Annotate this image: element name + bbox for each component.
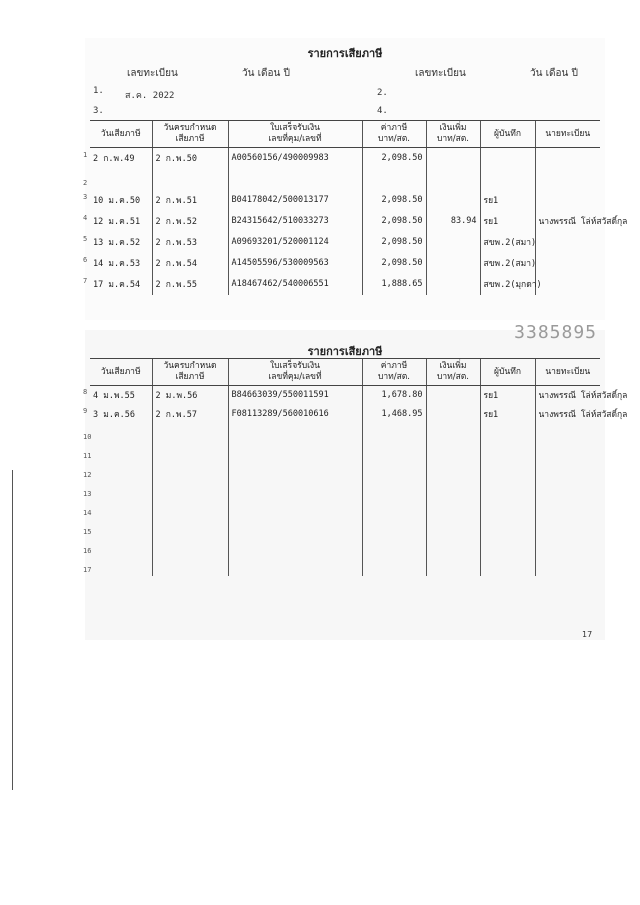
extra-cell (426, 386, 480, 405)
tax-cell: 1,678.80 (362, 386, 426, 405)
registrar-cell (535, 519, 600, 538)
extra-cell (426, 443, 480, 462)
registrar-cell (535, 538, 600, 557)
row-number: 14 (83, 509, 92, 517)
paid-date-cell (83, 462, 152, 481)
reg-left-plate-label: เลขทะเบียน (127, 68, 178, 79)
row-number: 13 (83, 490, 92, 498)
registrar-cell (535, 190, 600, 211)
receipt-cell: A00560156/490009983 (228, 148, 362, 169)
tax-cell: 1,468.95 (362, 405, 426, 424)
due-date-cell (152, 519, 228, 538)
col-header-tax: ค่าภาษี บาท/สต. (362, 359, 426, 386)
paid-date-cell (83, 481, 152, 500)
receipt-cell: F08113289/560010616 (228, 405, 362, 424)
row-number: 5 (83, 235, 88, 243)
due-date-cell: 2 ม.พ.56 (152, 386, 228, 405)
recorder-cell (480, 481, 535, 500)
reg-right-plate-label: เลขทะเบียน (415, 68, 466, 79)
receipt-cell: A18467462/540006551 (228, 274, 362, 295)
row-number: 11 (83, 452, 92, 460)
recorder-cell (480, 462, 535, 481)
row-number: 2 (83, 179, 88, 187)
table-row (90, 211, 600, 232)
extra-cell (426, 253, 480, 274)
section-1-title: รายการเสียภาษี (307, 47, 383, 60)
entry-1-number: 1. (93, 86, 104, 96)
entry-2-number: 2. (377, 88, 388, 98)
recorder-cell (480, 169, 535, 190)
paid-date-cell (83, 169, 152, 190)
tax-cell (362, 169, 426, 190)
col-header-recorder: ผู้บันทึก (480, 359, 535, 386)
row-number: 16 (83, 547, 92, 555)
extra-cell (426, 538, 480, 557)
registrar-cell: นางพรรณี โล่ห์สวัสดิ์กุล (535, 386, 600, 405)
row-number: 10 (83, 433, 92, 441)
col-header-recorder: ผู้บันทึก (480, 121, 535, 148)
col-header-paid-date: วันเสียภาษี (90, 359, 152, 386)
recorder-cell: รย1 (480, 405, 535, 424)
receipt-cell (228, 443, 362, 462)
receipt-cell: B84663039/550011591 (228, 386, 362, 405)
receipt-cell (228, 557, 362, 576)
extra-cell (426, 148, 480, 169)
registrar-cell (535, 232, 600, 253)
extra-cell (426, 405, 480, 424)
extra-cell (426, 481, 480, 500)
table-row (90, 462, 600, 481)
paid-date-cell (83, 443, 152, 462)
tax-section-1 (83, 38, 628, 320)
registrar-cell: นางพรรณี โล่ห์สวัสดิ์กุล (535, 405, 600, 424)
recorder-cell (480, 500, 535, 519)
col-header-extra: เงินเพิ่ม บาท/สต. (426, 359, 480, 386)
tax-cell (362, 557, 426, 576)
due-date-cell: 2 ก.พ.50 (152, 148, 228, 169)
tax-section-2 (83, 322, 628, 640)
due-date-cell: 2 ก.พ.52 (152, 211, 228, 232)
extra-cell (426, 462, 480, 481)
tax-cell (362, 443, 426, 462)
tax-table-1 (83, 120, 628, 295)
paid-date-cell: 6 14 ม.ค.53 (83, 256, 141, 269)
table-row (90, 253, 600, 274)
registrar-cell (535, 462, 600, 481)
receipt-cell (228, 519, 362, 538)
col-header-registrar: นายทะเบียน (535, 359, 600, 386)
recorder-cell (480, 424, 535, 443)
registrar-cell (535, 274, 600, 295)
table-row (90, 557, 600, 576)
tax-cell (362, 462, 426, 481)
page-number-bottom: 17 (582, 630, 593, 639)
extra-cell (426, 500, 480, 519)
receipt-cell (228, 481, 362, 500)
reg-right-date-label: วัน เดือน ปี (530, 68, 578, 79)
paid-date-cell: 7 17 ม.ค.54 (83, 277, 141, 290)
table-row (90, 424, 600, 443)
paid-date-cell (83, 500, 152, 519)
recorder-cell (480, 557, 535, 576)
paid-date-cell (83, 557, 152, 576)
recorder-cell: สขพ.2(สมา) (480, 232, 535, 253)
paid-date-cell: 5 13 ม.ค.52 (83, 235, 141, 248)
col-header-due-date: วันครบกำหนด เสียภาษี (152, 121, 228, 148)
col-header-tax: ค่าภาษี บาท/สต. (362, 121, 426, 148)
recorder-cell: รย1 (480, 190, 535, 211)
due-date-cell (152, 424, 228, 443)
receipt-cell (228, 424, 362, 443)
recorder-cell: สขพ.2(สมา) (480, 253, 535, 274)
receipt-cell: A09693201/520001124 (228, 232, 362, 253)
row-number: 7 (83, 277, 88, 285)
receipt-cell (228, 462, 362, 481)
extra-cell (426, 232, 480, 253)
tax-cell: 2,098.50 (362, 148, 426, 169)
col-header-receipt: ใบเสร็จรับเงิน เลขที่คุม/เลขที่ (228, 359, 362, 386)
row-number: 3 (83, 193, 88, 201)
receipt-cell: A14505596/530009563 (228, 253, 362, 274)
extra-cell (426, 519, 480, 538)
row-number: 12 (83, 471, 92, 479)
receipt-cell: B24315642/510033273 (228, 211, 362, 232)
registrar-cell (535, 253, 600, 274)
extra-cell (426, 557, 480, 576)
tax-cell: 2,098.50 (362, 211, 426, 232)
due-date-cell (152, 481, 228, 500)
due-date-cell: 2 ก.พ.57 (152, 405, 228, 424)
extra-cell: 83.94 (426, 211, 480, 232)
table-header-row (90, 359, 600, 386)
table-row (90, 274, 600, 295)
col-header-receipt: ใบเสร็จรับเงิน เลขที่คุม/เลขที่ (228, 121, 362, 148)
col-header-due-date: วันครบกำหนด เสียภาษี (152, 359, 228, 386)
col-header-extra: เงินเพิ่ม บาท/สต. (426, 121, 480, 148)
due-date-cell (152, 443, 228, 462)
recorder-cell: รย1 (480, 386, 535, 405)
tax-cell (362, 538, 426, 557)
recorder-cell (480, 443, 535, 462)
recorder-cell: สขพ.2(มุกดา) (480, 274, 535, 295)
recorder-cell: รย1 (480, 211, 535, 232)
table-row (90, 169, 600, 190)
table-row (90, 519, 600, 538)
receipt-cell (228, 500, 362, 519)
receipt-cell (228, 538, 362, 557)
due-date-cell (152, 500, 228, 519)
receipt-cell: B04178042/500013177 (228, 190, 362, 211)
row-number: 6 (83, 256, 88, 264)
due-date-cell: 2 ก.พ.54 (152, 253, 228, 274)
due-date-cell (152, 557, 228, 576)
recorder-cell (480, 538, 535, 557)
margin-ruler (12, 470, 13, 790)
paid-date-cell: 4 12 ม.ค.51 (83, 214, 141, 227)
entry-3-number: 3. (93, 106, 104, 116)
paid-date-cell (83, 538, 152, 557)
registrar-cell (535, 169, 600, 190)
paid-date-cell: 1 2 ก.พ.49 (83, 151, 135, 165)
paid-date-cell (83, 424, 152, 443)
table-row (90, 386, 600, 405)
registrar-cell (535, 557, 600, 576)
due-date-cell (152, 462, 228, 481)
table-row (90, 538, 600, 557)
extra-cell (426, 424, 480, 443)
due-date-cell: 2 ก.พ.51 (152, 190, 228, 211)
tax-cell (362, 481, 426, 500)
col-header-registrar: นายทะเบียน (535, 121, 600, 148)
due-date-cell: 2 ก.พ.53 (152, 232, 228, 253)
row-number: 9 (83, 407, 88, 415)
table-row (90, 481, 600, 500)
registrar-cell (535, 424, 600, 443)
registrar-cell (535, 443, 600, 462)
registrar-cell (535, 481, 600, 500)
registrar-cell (535, 148, 600, 169)
tax-cell (362, 424, 426, 443)
col-header-paid-date: วันเสียภาษี (90, 121, 152, 148)
paid-date-cell: 3 10 ม.ค.50 (83, 193, 141, 206)
tax-cell (362, 500, 426, 519)
tax-cell: 2,098.50 (362, 190, 426, 211)
row-number: 1 (83, 151, 88, 160)
paid-date-cell: 9 3 ม.ค.56 (83, 407, 135, 420)
recorder-cell (480, 148, 535, 169)
extra-cell (426, 190, 480, 211)
table-row (90, 405, 600, 424)
extra-cell (426, 169, 480, 190)
serial-number: 3385895 (514, 322, 597, 343)
tax-table-2 (83, 358, 628, 576)
table-row (90, 232, 600, 253)
registrar-cell: นางพรรณี โล่ห์สวัสดิ์กุล (535, 211, 600, 232)
table-row (90, 500, 600, 519)
table-row (90, 190, 600, 211)
section-2-title: รายการเสียภาษี (307, 345, 383, 358)
recorder-cell (480, 519, 535, 538)
tax-cell: 2,098.50 (362, 253, 426, 274)
registrar-cell (535, 500, 600, 519)
reg-left-date-label: วัน เดือน ปี (242, 68, 290, 79)
tax-cell: 1,888.65 (362, 274, 426, 295)
table-row (90, 148, 600, 169)
entry-4-number: 4. (377, 106, 388, 116)
extra-cell (426, 274, 480, 295)
paid-date-cell: 8 4 ม.พ.55 (83, 388, 135, 402)
tax-cell (362, 519, 426, 538)
paid-date-cell (83, 519, 152, 538)
due-date-cell: 2 ก.พ.55 (152, 274, 228, 295)
table-header-row (90, 121, 600, 148)
entry-1-value: ส.ค. 2022 (125, 91, 175, 101)
row-number: 8 (83, 388, 88, 397)
table-row (90, 443, 600, 462)
due-date-cell (152, 538, 228, 557)
row-number: 15 (83, 528, 92, 536)
row-number: 17 (83, 566, 92, 574)
due-date-cell (152, 169, 228, 190)
receipt-cell (228, 169, 362, 190)
tax-cell: 2,098.50 (362, 232, 426, 253)
row-number: 4 (83, 214, 88, 222)
